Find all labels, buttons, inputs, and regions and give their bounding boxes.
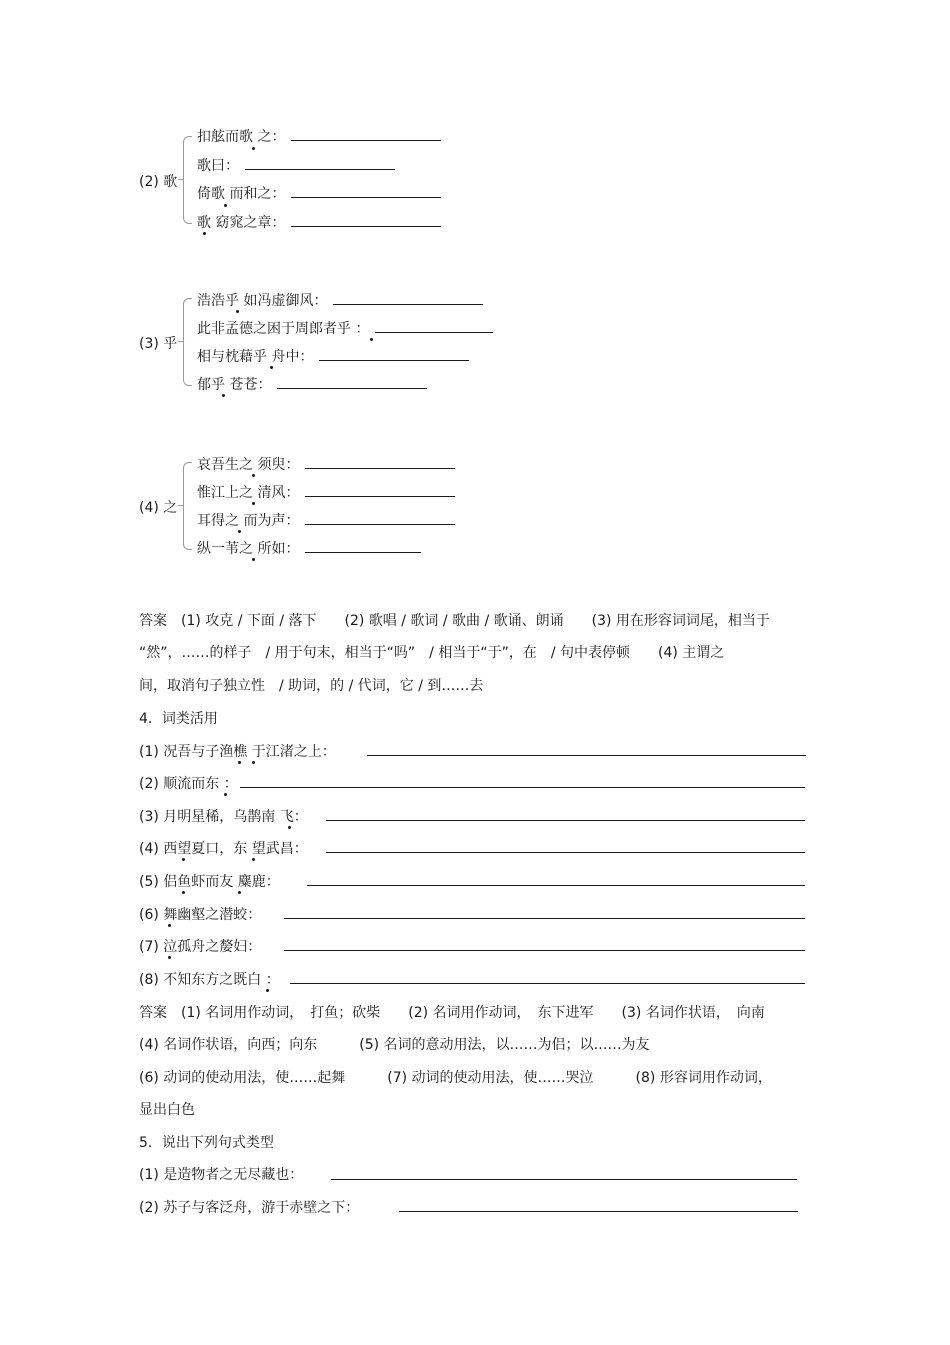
emphasis-dot [252, 502, 255, 505]
answer-blank[interactable] [367, 755, 806, 756]
exercise-item: 歌 窈窕之章： [197, 212, 441, 232]
emphasis-dot [224, 793, 227, 796]
brace-tip [178, 179, 184, 180]
answer-blank[interactable] [326, 852, 805, 853]
brace-tip [178, 341, 184, 342]
group-label: (2) 歌 [139, 174, 178, 190]
brace [183, 298, 192, 386]
exercise-item: 相与枕藉乎 舟中： [197, 346, 469, 366]
answer-blank[interactable] [307, 885, 805, 886]
answer-blank[interactable] [305, 540, 421, 553]
answer-blank[interactable] [245, 157, 395, 170]
emphasis-dot [270, 366, 273, 369]
answer-line: 显出白色 [139, 1102, 195, 1118]
answer-blank[interactable] [305, 512, 455, 525]
emphasis-dot [168, 924, 171, 927]
emphasis-dot [182, 891, 185, 894]
answer-blank[interactable] [291, 128, 441, 141]
list-item: (8) 不知东方之既白 ： [139, 972, 280, 988]
list-item: (3) 月明星稀，乌鹊南 飞： [139, 809, 308, 825]
emphasis-dot [238, 761, 241, 764]
answer-line: (4) 名词作状语，向西；向东 (5) 名词的意动用法，以……为侣；以……为友 [139, 1037, 650, 1053]
answer-blank[interactable] [305, 484, 455, 497]
list-item: (4) 西望夏口，东 望武昌： [139, 841, 308, 857]
answer-line: 答案 (1) 名词用作动词， 打鱼；砍柴 (2) 名词用作动词， 东下进军 (3) 名词作状语， 向南 [139, 1005, 765, 1021]
list-item: (1) 况吾与子渔樵 于江渚之上： [139, 744, 336, 760]
answer-blank[interactable] [326, 820, 805, 821]
emphasis-dot [222, 394, 225, 397]
list-item: (5) 侣鱼虾而友 麋鹿： [139, 874, 280, 890]
emphasis-dot [252, 858, 255, 861]
emphasis-dot [266, 989, 269, 992]
answer-blank[interactable] [291, 214, 441, 227]
answer-line: 答案 (1) 攻克 / 下面 / 落下 (2) 歌唱 / 歌词 / 歌曲 / 歌诵、朗诵 (3) 用在形容词词尾，相当于 [139, 613, 770, 629]
exercise-item: 哀吾生之 须臾： [197, 454, 455, 474]
emphasis-dot [182, 858, 185, 861]
answer-line: (6) 动词的使动用法，使……起舞 (7) 动词的使动用法，使……哭泣 (8) 形容词用作动词， [139, 1070, 772, 1086]
emphasis-dot [168, 956, 171, 959]
exercise-item: 扣舷而歌 之： [197, 126, 441, 146]
emphasis-dot [288, 826, 291, 829]
list-item: (7) 泣孤舟之嫠妇： [139, 939, 262, 955]
brace [183, 136, 192, 224]
answer-blank[interactable] [375, 320, 493, 333]
group-label: (3) 乎 [139, 336, 178, 352]
exercise-item: 惟江上之 清风： [197, 482, 455, 502]
section-title: 4．词类活用 [139, 711, 218, 727]
answer-blank[interactable] [305, 456, 455, 469]
answer-blank[interactable] [319, 348, 469, 361]
answer-blank[interactable] [399, 1211, 798, 1212]
exercise-item: 浩浩乎 如冯虚御风： [197, 290, 483, 310]
emphasis-dot [370, 338, 373, 341]
list-item: (1) 是造物者之无尽藏也： [139, 1167, 304, 1183]
group-label: (4) 之 [139, 500, 178, 516]
exercise-item: 郁乎 苍苍： [197, 374, 427, 394]
answer-blank[interactable] [284, 950, 805, 951]
answer-line: “然”，……的样子 / 用于句末，相当于“吗” / 相当于“于”，在 / 句中表停顿 (4) 主谓之 [139, 645, 725, 661]
brace [183, 462, 192, 550]
emphasis-dot [236, 310, 239, 313]
emphasis-dot [203, 232, 206, 235]
answer-blank[interactable] [333, 292, 483, 305]
list-item: (2) 苏子与客泛舟，游于赤壁之下： [139, 1200, 360, 1216]
exercise-item: 歌曰： [197, 155, 395, 175]
section-title: 5．说出下列句式类型 [139, 1135, 274, 1151]
answer-blank[interactable] [277, 376, 427, 389]
emphasis-dot [252, 147, 255, 150]
emphasis-dot [224, 204, 227, 207]
emphasis-dot [238, 530, 241, 533]
exercise-item: 耳得之 而为声： [197, 510, 455, 530]
list-item: (6) 舞幽壑之潜蛟： [139, 907, 262, 923]
exercise-item: 纵一苇之 所如： [197, 538, 421, 558]
emphasis-dot [252, 761, 255, 764]
exercise-item: 此非孟德之困于周郎者乎 ： [197, 318, 493, 338]
list-item: (2) 顺流而东 ： [139, 776, 238, 792]
answer-blank[interactable] [331, 1179, 797, 1180]
answer-blank[interactable] [290, 983, 805, 984]
brace-tip [178, 505, 184, 506]
emphasis-dot [238, 891, 241, 894]
answer-blank[interactable] [291, 185, 441, 198]
answer-line: 间，取消句子独立性 / 助词，的 / 代词，它 / 到……去 [139, 678, 484, 694]
emphasis-dot [252, 474, 255, 477]
emphasis-dot [252, 558, 255, 561]
exercise-item: 倚歌 而和之： [197, 183, 441, 203]
answer-blank[interactable] [284, 918, 805, 919]
answer-blank[interactable] [240, 787, 805, 788]
